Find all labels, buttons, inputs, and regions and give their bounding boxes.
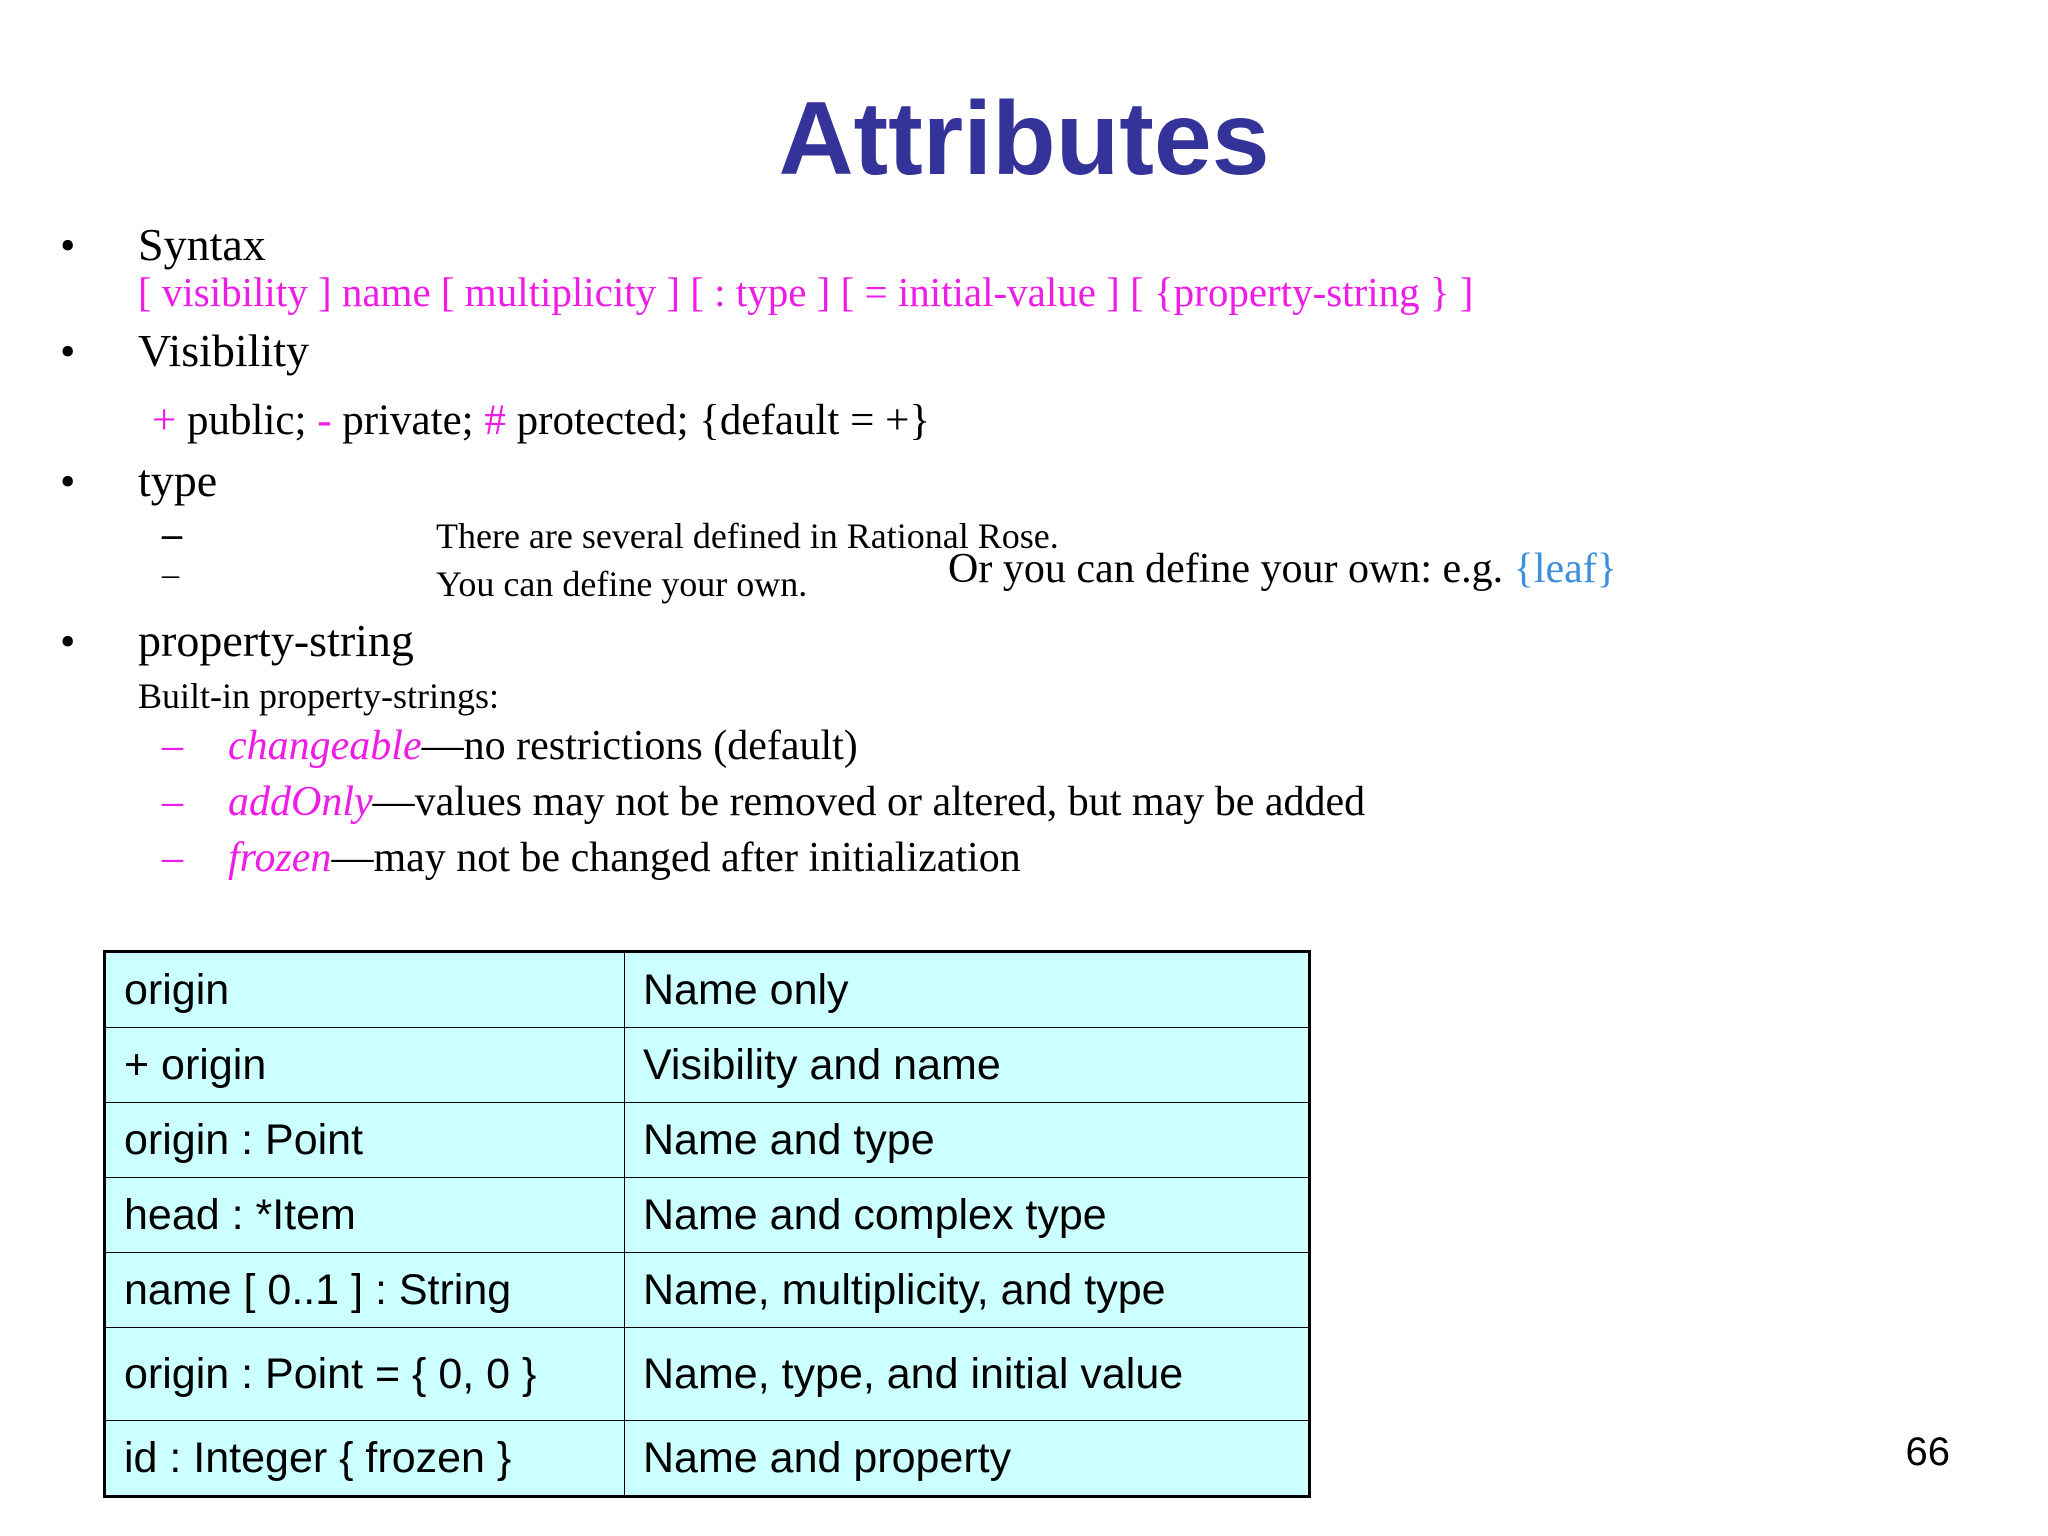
example-cell: origin (105, 952, 625, 1028)
meaning-cell: Name only (625, 952, 1310, 1028)
table-row (105, 1028, 1310, 1103)
property-term: frozen (228, 835, 332, 881)
meaning-cell: Name and type (625, 1103, 1310, 1178)
builtin-label: Built-in property-strings: (138, 676, 499, 716)
bullet-dot: • (60, 457, 76, 506)
property-dash: – (162, 723, 183, 769)
property-item (228, 778, 1365, 826)
page-number: 66 (1905, 1430, 1950, 1474)
attribute-examples-table (103, 950, 1311, 1498)
property-desc: —no restrictions (default) (421, 723, 858, 769)
property-item (228, 834, 1021, 882)
example-cell: name [ 0..1 ] : String (105, 1253, 625, 1328)
example-cell: head : *Item (105, 1178, 625, 1253)
table-row (105, 1178, 1310, 1253)
syntax-heading: Syntax (138, 219, 266, 270)
meaning-cell: Name, multiplicity, and type (625, 1253, 1310, 1328)
public-symbol: + (152, 397, 177, 444)
property-desc: —values may not be removed or altered, but may be added (372, 779, 1366, 825)
public-label: public; (176, 397, 318, 444)
type-sub-1: There are several defined in Rational Rose. (436, 516, 1059, 556)
meaning-cell: Name and property (625, 1421, 1310, 1497)
example-cell: origin : Point = { 0, 0 } (105, 1328, 625, 1421)
meaning-cell: Name and complex type (625, 1178, 1310, 1253)
example-cell: id : Integer { frozen } (105, 1421, 625, 1497)
syntax-line: [ visibility ] name [ multiplicity ] [ : type ] [ = initial-value ] [ {property-string } ] (138, 269, 1474, 315)
example-cell: origin : Point (105, 1103, 625, 1178)
type-sub-2: You can define your own. (436, 564, 808, 604)
type-aside (948, 545, 1617, 593)
bullet-dot: • (60, 327, 76, 376)
property-dash: – (162, 779, 183, 825)
example-cell: + origin (105, 1028, 625, 1103)
property-dash: – (162, 835, 183, 881)
meaning-cell: Visibility and name (625, 1028, 1310, 1103)
type-heading: type (138, 455, 218, 506)
meaning-cell: Name, type, and initial value (625, 1328, 1310, 1421)
private-symbol: - (317, 397, 332, 444)
property-item (228, 722, 858, 770)
dash-marker: – (162, 556, 179, 593)
protected-label: protected; {default = +} (505, 397, 930, 444)
table-row (105, 1253, 1310, 1328)
visibility-line (152, 396, 930, 445)
bullet-dot: • (60, 617, 76, 666)
table-row (105, 952, 1310, 1028)
slide-title: Attributes (778, 81, 1270, 197)
private-label: private; (331, 397, 485, 444)
visibility-heading: Visibility (138, 325, 310, 376)
bullet-dot: • (60, 221, 76, 270)
property-term: changeable (228, 723, 422, 769)
table-row (105, 1103, 1310, 1178)
property-term: addOnly (228, 779, 373, 825)
table-row (105, 1421, 1310, 1497)
table-row (105, 1328, 1310, 1421)
property-desc: —may not be changed after initialization (331, 835, 1021, 881)
type-aside-text: Or you can define your own: e.g. (948, 546, 1514, 592)
property-heading: property-string (138, 615, 414, 666)
protected-symbol: # (484, 397, 506, 444)
type-aside-example: {leaf} (1513, 546, 1617, 592)
dash-marker: – (162, 511, 182, 556)
